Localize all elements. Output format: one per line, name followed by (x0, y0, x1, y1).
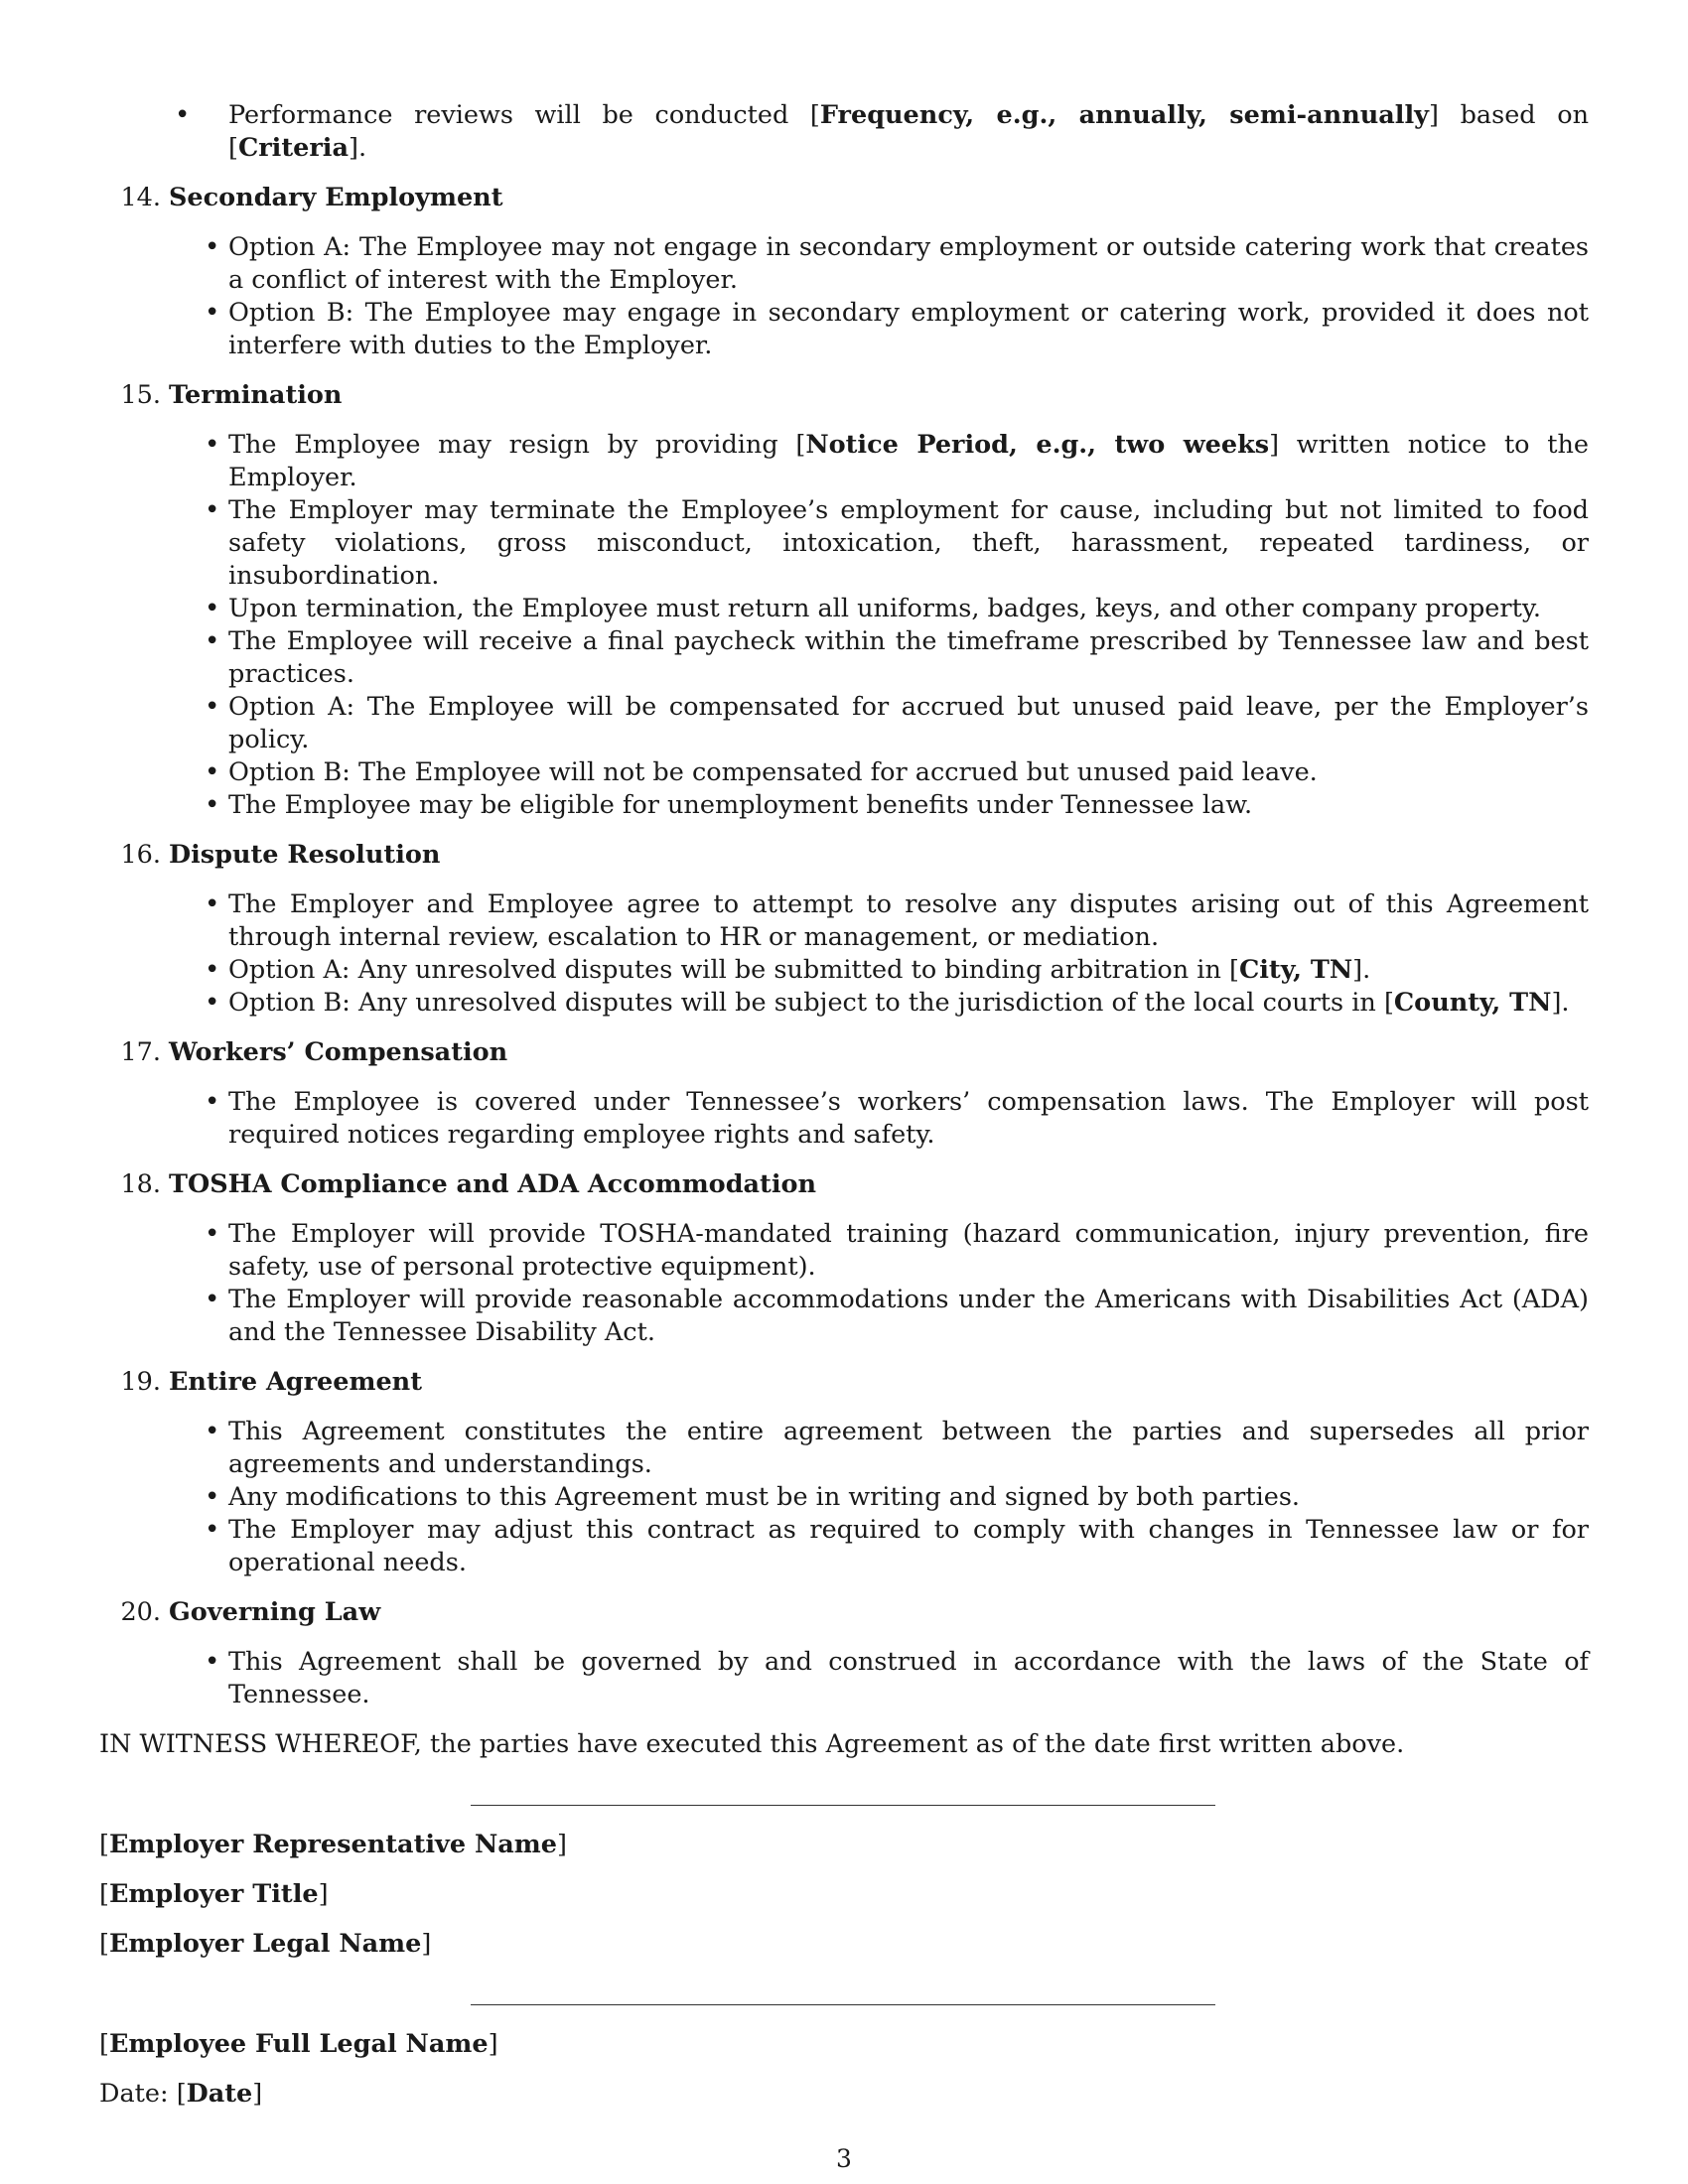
intro-list (99, 99, 1589, 165)
employer-signature-line (471, 1805, 1215, 1806)
section-dispute-resolution (99, 839, 1589, 1020)
section-governing-law (99, 1596, 1589, 1711)
witness-statement: IN WITNESS WHEREOF, the parties have executed this Agreement as of the date first written above. (99, 1729, 1405, 1759)
section-heading: 20. Governing Law (120, 1597, 381, 1627)
list-item: • The Employee may resign by providing [Notice Period, e.g., two weeks] written notice to the Employer. (228, 429, 1589, 494)
section-secondary-employment (99, 182, 1589, 362)
employee-full-legal-name: [Employee Full Legal Name] (99, 2029, 498, 2059)
list-item: • The Employee is covered under Tennessee’s workers’ compensation laws. The Employer will post required notices regarding employee rights and safety. (228, 1086, 1589, 1152)
list-item: • The Employer will provide TOSHA-mandated training (hazard communication, injury prevention, fire safety, use of personal protective equipment). (228, 1218, 1589, 1284)
bullet-list (99, 888, 1589, 1020)
signature-date: Date: [Date] (99, 2079, 263, 2109)
section-heading: 17. Workers’ Compensation (120, 1037, 508, 1067)
list-item: • Option B: Any unresolved disputes will be subject to the jurisdiction of the local courts in [County, TN]. (228, 987, 1589, 1020)
section-heading: 19. Entire Agreement (120, 1367, 422, 1397)
list-item: • Any modifications to this Agreement must be in writing and signed by both parties. (228, 1481, 1589, 1514)
list-item: • Option A: Any unresolved disputes will be submitted to binding arbitration in [City, TN]. (228, 954, 1589, 987)
section-heading: 16. Dispute Resolution (120, 840, 441, 870)
section-heading: 14. Secondary Employment (120, 183, 503, 212)
section-tosha-ada (99, 1168, 1589, 1349)
bullet-list (99, 1646, 1589, 1711)
list-item: • The Employer will provide reasonable accommodations under the Americans with Disabilities Act (ADA) and the Tennessee Disability Act. (228, 1284, 1589, 1349)
section-entire-agreement (99, 1366, 1589, 1579)
employee-signature-line (471, 2004, 1215, 2005)
list-item: • Option B: The Employee will not be compensated for accrued but unused paid leave. (228, 756, 1589, 789)
list-item: • The Employer may terminate the Employee’s employment for cause, including but not limited to food safety violations, gross misconduct, intoxication, theft, harassment, repeated tardiness, or insubordination. (228, 494, 1589, 593)
employer-legal-name: [Employer Legal Name] (99, 1929, 432, 1959)
section-heading: 18. TOSHA Compliance and ADA Accommodation (120, 1169, 817, 1199)
list-item: • This Agreement constitutes the entire agreement between the parties and supersedes all prior agreements and understandings. (228, 1416, 1589, 1481)
list-item: • The Employer and Employee agree to attempt to resolve any disputes arising out of this Agreement through internal review, escalation to HR or management, or mediation. (228, 888, 1589, 954)
bullet-list (99, 231, 1589, 362)
bullet-list (99, 1218, 1589, 1349)
page-number: 3 (836, 2144, 852, 2173)
section-termination (99, 379, 1589, 822)
document-body (99, 99, 1589, 2111)
list-item: • Option B: The Employee may engage in secondary employment or catering work, provided it does not interfere with duties to the Employer. (228, 297, 1589, 362)
bullet-list (99, 1086, 1589, 1152)
list-item: • The Employee will receive a final paycheck within the timeframe prescribed by Tennessee law and best practices. (228, 625, 1589, 691)
list-item: • Option A: The Employee will be compensated for accrued but unused paid leave, per the Employer’s policy. (228, 691, 1589, 756)
list-item: • Upon termination, the Employee must return all uniforms, badges, keys, and other company property. (228, 593, 1589, 625)
bullet-list (99, 1416, 1589, 1579)
employer-representative-name: [Employer Representative Name] (99, 1830, 567, 1859)
list-item: • The Employee may be eligible for unemployment benefits under Tennessee law. (228, 789, 1589, 822)
list-item: • The Employer may adjust this contract as required to comply with changes in Tennessee law or for operational needs. (228, 1514, 1589, 1579)
list-item: • This Agreement shall be governed by and construed in accordance with the laws of the State of Tennessee. (228, 1646, 1589, 1711)
list-item: • Option A: The Employee may not engage in secondary employment or outside catering work that creates a conflict of interest with the Employer. (228, 231, 1589, 297)
bullet-list (99, 429, 1589, 822)
section-workers-compensation (99, 1036, 1589, 1152)
employer-title: [Employer Title] (99, 1879, 329, 1909)
section-heading: 15. Termination (120, 380, 343, 410)
list-item: • Performance reviews will be conducted [Frequency, e.g., annually, semi-annually] based on [Criteria]. (169, 99, 1589, 165)
